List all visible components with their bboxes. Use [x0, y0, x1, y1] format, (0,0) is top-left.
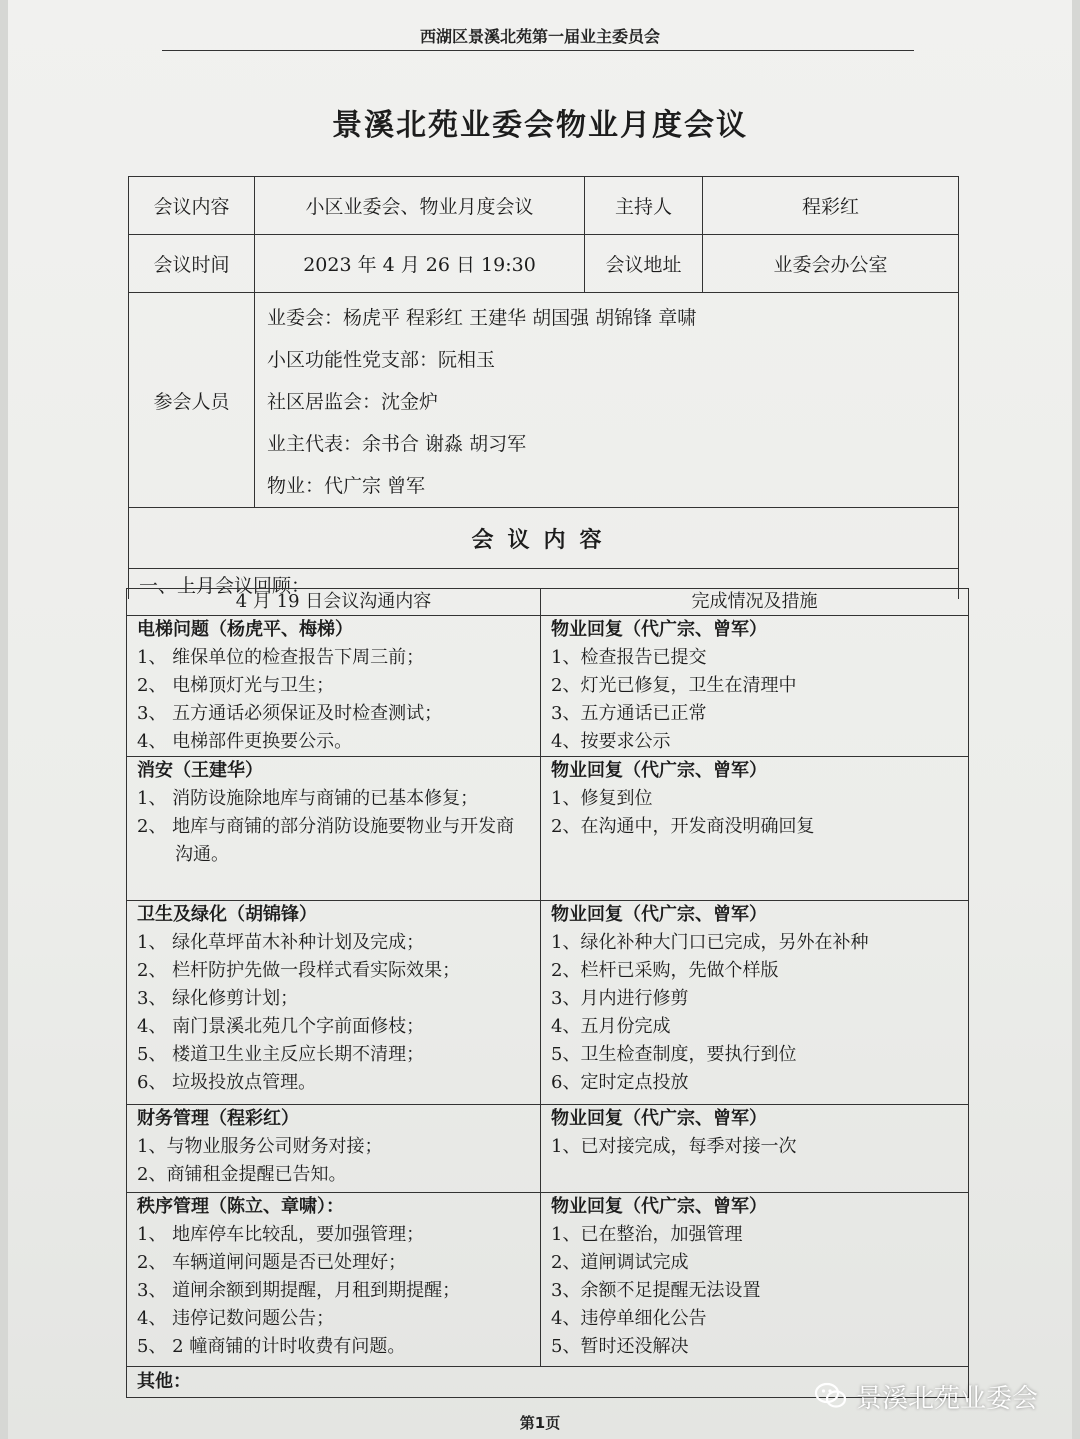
host-value: 程彩红 [703, 177, 959, 235]
host-label: 主持人 [585, 177, 703, 235]
topic-heading: 秩序管理（陈立、章啸）： [137, 1196, 344, 1217]
review-row-left [127, 901, 541, 1105]
reply-heading: 物业回复（代广宗、曾军） [551, 1108, 767, 1129]
reply-item: 2、栏杆已采购，先做个样版 [551, 960, 779, 981]
time-value: 2023 年 4 月 26 日 19:30 [255, 235, 585, 293]
topic-item: 1、与物业服务公司财务对接； [137, 1136, 383, 1157]
reply-item: 2、灯光已修复，卫生在清理中 [551, 675, 797, 696]
topic-item: 5、 楼道卫生业主反应长期不清理； [137, 1044, 425, 1065]
page-number: 第1页 [519, 1414, 561, 1432]
other-label: 其他： [127, 1367, 969, 1398]
review-row-left [127, 1193, 541, 1367]
time-label: 会议时间 [129, 235, 255, 293]
content-value: 小区业委会、物业月度会议 [255, 177, 585, 235]
review-row-left [127, 616, 541, 757]
reply-item: 2、在沟通中，开发商没明确回复 [551, 816, 815, 837]
reply-item: 1、修复到位 [551, 788, 653, 809]
reply-item: 2、道闸调试完成 [551, 1252, 689, 1273]
topic-heading: 财务管理（程彩红） [137, 1108, 299, 1129]
wechat-icon [814, 1381, 848, 1411]
reply-item: 1、检查报告已提交 [551, 647, 707, 668]
topic-item: 2、 栏杆防护先做一段样式看实际效果； [137, 960, 461, 981]
topic-item: 2、 电梯顶灯光与卫生； [137, 675, 335, 696]
topic-item: 4、 违停记数问题公告； [137, 1308, 335, 1329]
topic-item: 2、 车辆道闸问题是否已处理好； [137, 1252, 407, 1273]
topic-item: 1、 消防设施除地库与商铺的已基本修复； [137, 788, 479, 809]
topic-item: 5、 2 幢商铺的计时收费有问题。 [137, 1336, 406, 1357]
reply-item: 5、卫生检查制度，要执行到位 [551, 1044, 797, 1065]
document-title: 景溪北苑业委会物业月度会议 [332, 108, 748, 143]
topic-item: 3、 绿化修剪计划； [137, 988, 299, 1009]
place-value: 业委会办公室 [703, 235, 959, 293]
reply-item: 4、违停单细化公告 [551, 1308, 707, 1329]
attendees-cell [255, 293, 959, 508]
review-table [126, 588, 969, 1398]
watermark-text: 景溪北苑业委会 [856, 1383, 1039, 1414]
reply-item: 5、暂时还没解决 [551, 1336, 689, 1357]
topic-heading: 卫生及绿化（胡锦锋） [137, 904, 317, 925]
reply-item: 6、定时定点投放 [551, 1072, 689, 1093]
section-title: 会议内容 [129, 508, 959, 569]
reply-item: 3、月内进行修剪 [551, 988, 689, 1009]
topic-item: 1、 地库停车比较乱，要加强管理； [137, 1224, 425, 1245]
topic-heading: 电梯问题（杨虎平、梅梯） [137, 619, 353, 640]
attendee-line: 业主代表：余书合 谢淼 胡习军 [267, 433, 527, 455]
review-row-right [541, 1193, 969, 1367]
topic-item: 4、 电梯部件更换要公示。 [137, 731, 353, 752]
reply-heading: 物业回复（代广宗、曾军） [551, 619, 767, 640]
review-row-left [127, 1105, 541, 1193]
meeting-info-table [128, 176, 959, 599]
attendees-label: 参会人员 [129, 293, 255, 508]
place-label: 会议地址 [585, 235, 703, 293]
column-header-left: 4 月 19 日会议沟通内容 [127, 589, 541, 616]
reply-item: 3、五方通话已正常 [551, 703, 707, 724]
attendee-line: 社区居监会：沈金炉 [267, 391, 439, 413]
reply-item: 4、五月份完成 [551, 1016, 671, 1037]
topic-item: 1、 绿化草坪苗木补种计划及完成； [137, 932, 425, 953]
column-header-right: 完成情况及措施 [541, 589, 969, 616]
header-rule [162, 50, 914, 51]
review-row-right [541, 757, 969, 901]
attendee-line: 物业：代广宗 曾军 [267, 475, 426, 497]
topic-item: 6、 垃圾投放点管理。 [137, 1072, 317, 1093]
reply-heading: 物业回复（代广宗、曾军） [551, 904, 767, 925]
reply-item: 3、余额不足提醒无法设置 [551, 1280, 761, 1301]
review-row-right [541, 616, 969, 757]
attendee-line: 业委会：杨虎平 程彩红 王建华 胡国强 胡锦锋 章啸 [267, 307, 697, 329]
topic-item: 4、 南门景溪北苑几个字前面修枝； [137, 1016, 425, 1037]
reply-item: 1、已在整治，加强管理 [551, 1224, 743, 1245]
topic-heading: 消安（王建华） [137, 760, 263, 781]
reply-item: 1、已对接完成，每季对接一次 [551, 1136, 797, 1157]
reply-item: 4、按要求公示 [551, 731, 671, 752]
org-header: 西湖区景溪北苑第一届业主委员会 [419, 27, 660, 46]
reply-heading: 物业回复（代广宗、曾军） [551, 1196, 767, 1217]
attendee-line: 小区功能性党支部：阮相玉 [267, 349, 496, 371]
topic-item: 2、商铺租金提醒已告知。 [137, 1164, 347, 1185]
topic-item: 3、 五方通话必须保证及时检查测试； [137, 703, 443, 724]
review-row-right [541, 901, 969, 1105]
reply-heading: 物业回复（代广宗、曾军） [551, 760, 767, 781]
content-label: 会议内容 [129, 177, 255, 235]
review-row-left [127, 757, 541, 901]
reply-item: 1、绿化补种大门口已完成，另外在补种 [551, 932, 869, 953]
review-title: 一、上月会议回顾： [129, 569, 959, 600]
review-row-right [541, 1105, 969, 1193]
topic-item: 2、 地库与商铺的部分消防设施要物业与开发商沟通。 [137, 816, 515, 865]
topic-item: 1、 维保单位的检查报告下周三前； [137, 647, 425, 668]
topic-item: 3、 道闸余额到期提醒，月租到期提醒； [137, 1280, 461, 1301]
